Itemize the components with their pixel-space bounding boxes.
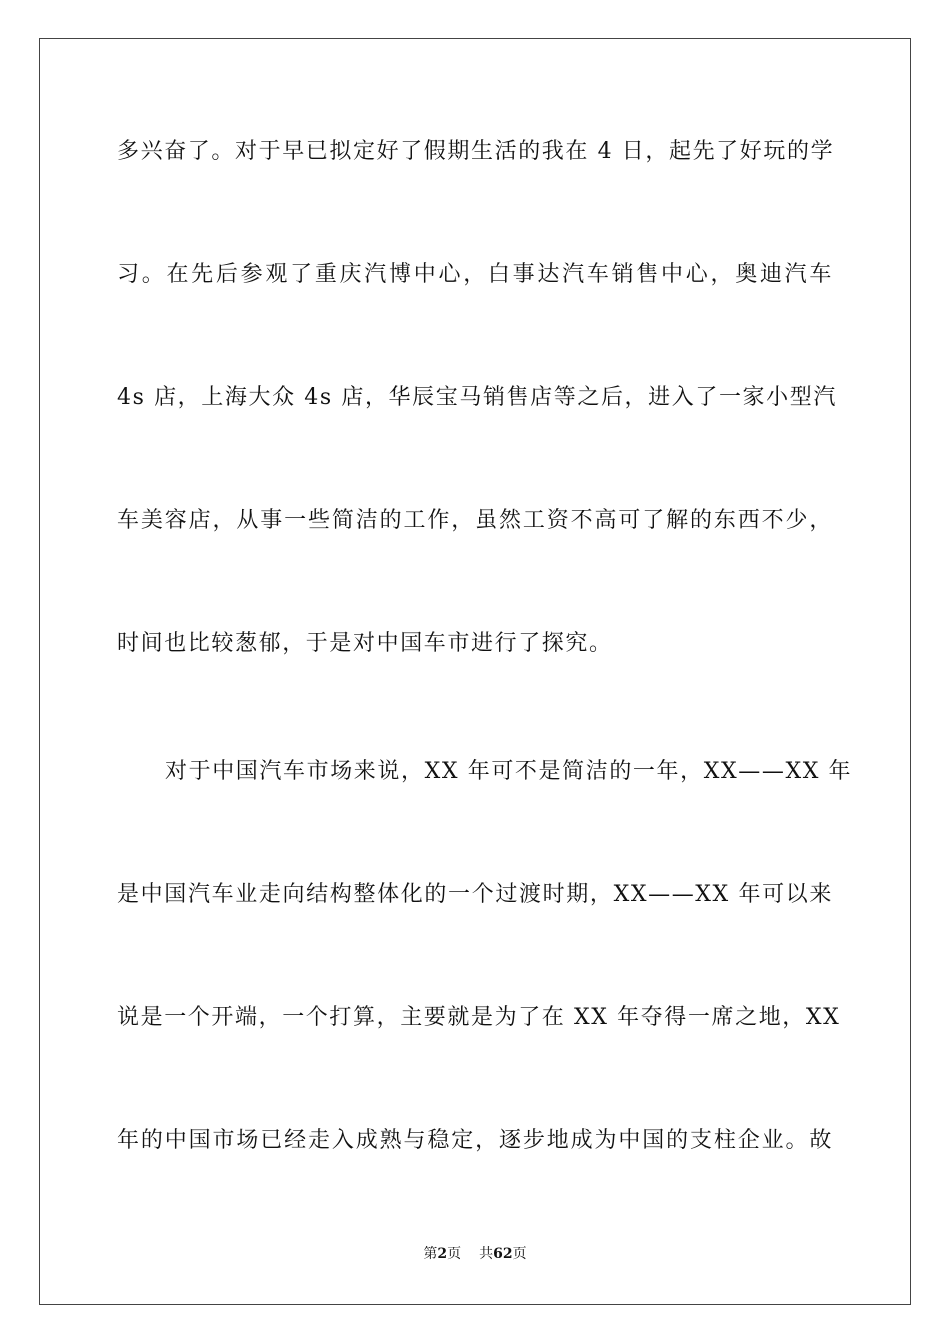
text-line-1: 多兴奋了。对于早已拟定好了假期生活的我在 4 日，起先了好玩的学: [117, 139, 835, 164]
text-line-2: 习。在先后参观了重庆汽博中心，白事达汽车销售中心，奥迪汽车: [117, 262, 833, 287]
page-suffix: 页: [447, 1246, 462, 1262]
text-line-3: 4s 店，上海大众 4s 店，华辰宝马销售店等之后，进入了一家小型汽: [117, 385, 837, 410]
total-pages: 62: [493, 1246, 513, 1262]
total-suffix: 页: [512, 1246, 527, 1262]
text-line-8: 说是一个开端，一个打算，主要就是为了在 XX 年夺得一席之地，XX: [117, 1005, 841, 1030]
page-prefix: 第: [423, 1246, 438, 1262]
total-prefix: 共: [479, 1246, 494, 1262]
text-line-6: 对于中国汽车市场来说，XX 年可不是简洁的一年，XX——XX 年: [165, 759, 853, 784]
page-number: 2: [437, 1246, 448, 1262]
text-line-9: 年的中国市场已经走入成熟与稳定，逐步地成为中国的支柱企业。故: [117, 1128, 833, 1153]
page-border: [39, 38, 911, 1305]
text-line-5: 时间也比较葱郁，于是对中国车市进行了探究。: [117, 631, 613, 656]
text-line-4: 车美容店，从事一些简洁的工作，虽然工资不高可了解的东西不少，: [117, 508, 833, 533]
page-footer: [0, 1245, 950, 1263]
text-line-7: 是中国汽车业走向结构整体化的一个过渡时期，XX——XX 年可以来: [117, 882, 833, 907]
